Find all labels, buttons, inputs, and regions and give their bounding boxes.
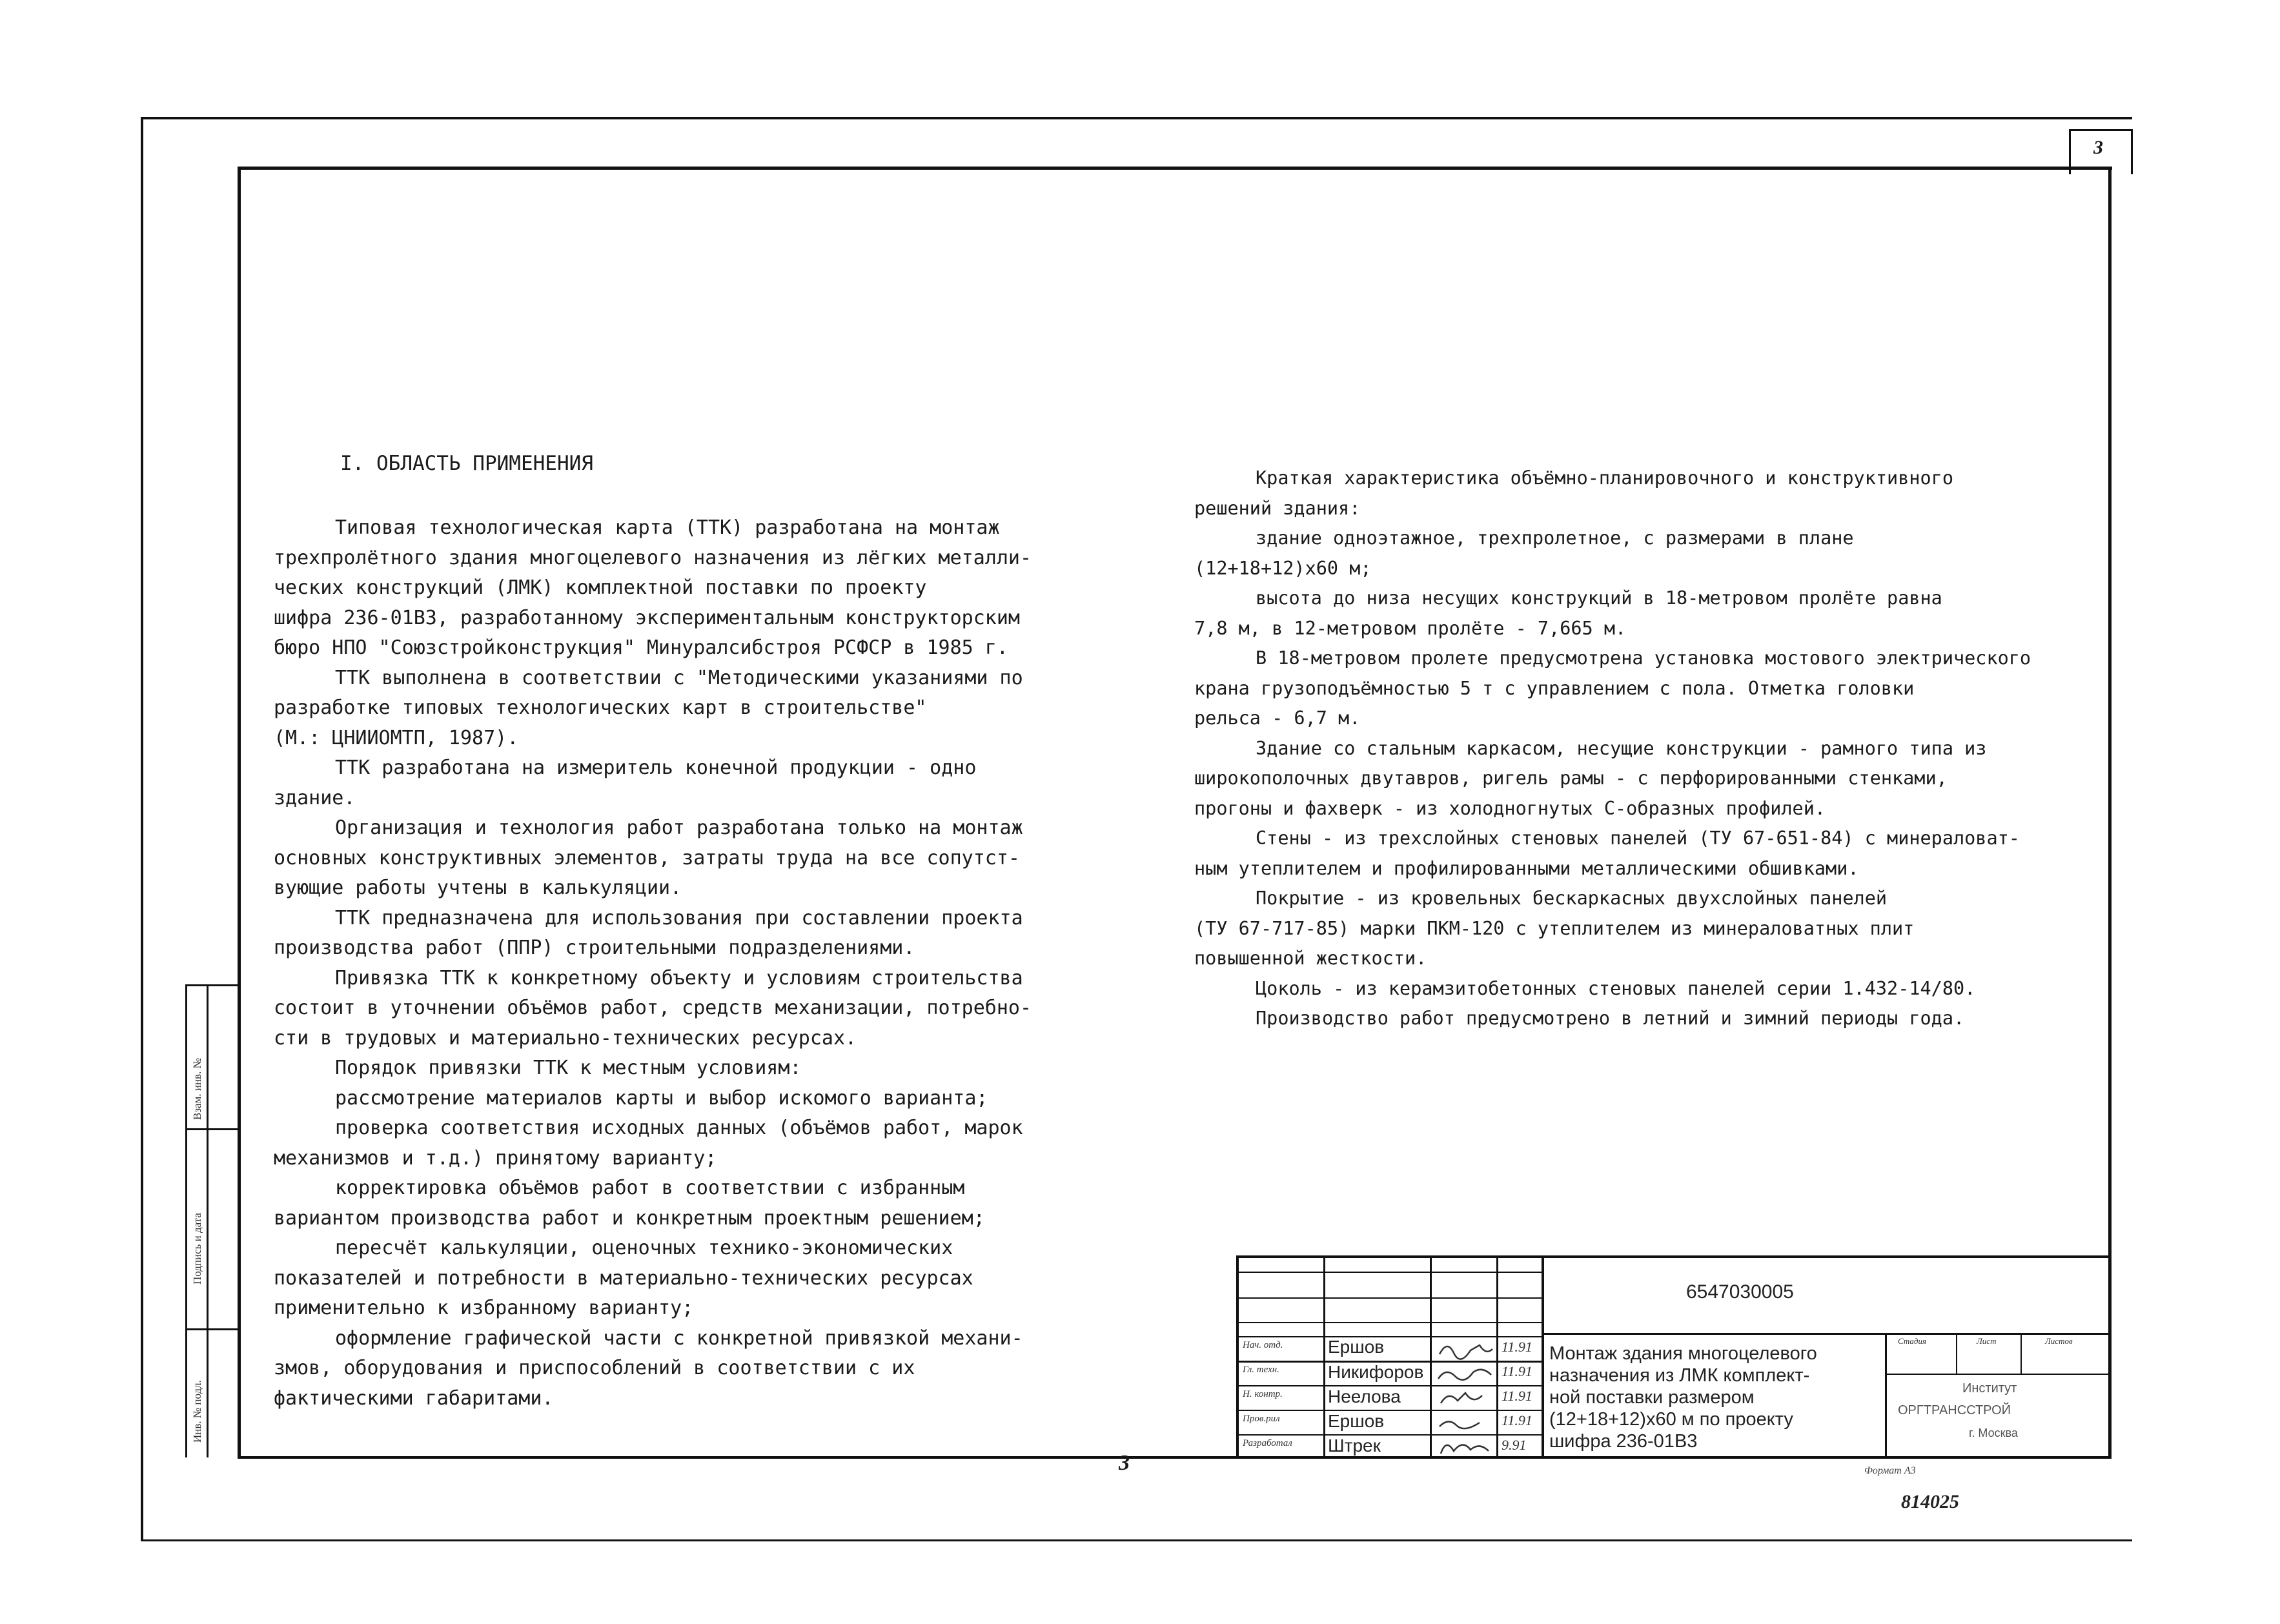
signature-5 — [1441, 1445, 1489, 1454]
left-paragraph-line: проверка соответствия исходных данных (объёмов работ, марок — [335, 1117, 1023, 1139]
tb-vline-2 — [1430, 1255, 1432, 1459]
tb-stage-v2 — [2020, 1333, 2022, 1374]
left-paragraph-line: сти в трудовых и материально-технических ресурсах. — [274, 1026, 857, 1050]
corner-box-right — [2131, 129, 2133, 174]
tb-hline-1 — [1236, 1272, 1543, 1273]
tb-org-line-1: Институт — [1962, 1381, 2017, 1396]
left-paragraph-line: применительно к избранному варианту; — [274, 1297, 694, 1319]
tb-title-line: шифра 236-01В3 — [1549, 1431, 1698, 1452]
tb-role-norm-control: Н. контр. — [1243, 1389, 1283, 1399]
corner-box-top — [2069, 129, 2132, 131]
left-paragraph-line: механизмов и т.д.) принятому варианту; — [274, 1146, 717, 1170]
left-paragraph-line: пересчёт калькуляции, оценочных технико-экономических — [335, 1237, 953, 1259]
tb-hline-7 — [1236, 1410, 1543, 1411]
right-paragraph-line: Здание со стальным каркасом, несущие конструкции - рамного типа из — [1256, 737, 1987, 759]
tb-role-chief-tech: Гл. техн. — [1243, 1365, 1279, 1375]
page-number-bottom: 3 — [1119, 1451, 1130, 1475]
tb-date-3: 11.91 — [1501, 1388, 1532, 1404]
left-paragraph-line: корректировка объёмов работ в соответствии с избранным — [335, 1177, 965, 1199]
left-paragraph-line: бюро НПО "Союзстройконструкция" Минуралсибстроя РСФСР в 1985 г. — [274, 636, 1008, 659]
tb-role-dept-head: Нач. отд. — [1243, 1340, 1283, 1350]
tb-org-left — [1885, 1333, 1887, 1459]
stamp-label-original-inv: Инв. № подл. — [191, 1380, 203, 1443]
format-label: Формат А3 — [1864, 1465, 1916, 1476]
tb-top — [1236, 1255, 2109, 1258]
tb-stage-bottom — [1885, 1374, 2109, 1375]
tb-role-checked: Пров.рил — [1243, 1414, 1280, 1424]
tb-date-5: 9.91 — [1501, 1437, 1527, 1453]
left-paragraph-line: вариантом производства работ и конкретным проектным решением; — [274, 1206, 985, 1230]
right-paragraph-line: В 18-метровом пролете предусмотрена установка мостового электрического — [1256, 647, 2031, 669]
tb-org-line-3: г. Москва — [1969, 1426, 2018, 1439]
tb-hline-8 — [1236, 1434, 1543, 1436]
stamp-col-line-2 — [207, 984, 209, 1457]
inner-frame-right — [2108, 167, 2112, 1459]
sheet-number-corner: 3 — [2093, 137, 2103, 158]
left-paragraph-line: фактическими габаритами. — [274, 1386, 554, 1410]
right-paragraph-line: (12+18+12)х60 м; — [1194, 557, 1372, 579]
right-paragraph-line: Краткая характеристика объёмно-планировочного и конструктивного — [1256, 467, 1953, 489]
right-paragraph-line: крана грузоподъёмностью 5 т с управлением с пола. Отметка головки — [1194, 677, 1915, 699]
left-paragraph-line: змов, оборудования и приспособлений в соответствии с их — [274, 1357, 915, 1379]
left-paragraph-line: Организация и технология работ разработана только на монтаж — [335, 817, 1023, 839]
tb-title-line: Монтаж здания многоцелевого — [1549, 1343, 1817, 1364]
tb-date-4: 11.91 — [1501, 1412, 1532, 1428]
archive-number: 814025 — [1901, 1491, 1959, 1512]
inner-frame-left — [238, 167, 241, 1459]
left-paragraph-line: рассмотрение материалов карты и выбор искомого варианта; — [335, 1086, 988, 1110]
tb-date-1: 11.91 — [1501, 1339, 1532, 1355]
tb-hline-3 — [1236, 1322, 1543, 1323]
stamp-row-line-1 — [185, 1128, 238, 1130]
stamp-row-line-2 — [185, 1328, 238, 1330]
right-text-column — [1194, 463, 2104, 1034]
tb-title-line: ной поставки размером — [1549, 1387, 1755, 1408]
left-paragraph-line: вующие работы учтены в калькуляции. — [274, 877, 682, 899]
right-paragraph-line: здание одноэтажное, трехпролетное, с размерами в плане — [1256, 527, 1854, 549]
tb-vline-3 — [1496, 1255, 1498, 1459]
left-paragraph-line: Порядок привязки ТТК к местным условиям: — [335, 1057, 802, 1079]
right-paragraph-line: (ТУ 67-717-85) марки ПКМ-120 с утеплителем из минераловатных плит — [1194, 917, 1915, 939]
tb-name-4: Ершов — [1328, 1411, 1385, 1431]
left-paragraph-line: шифра 236-01В3, разработанному экспериментальным конструкторским — [274, 606, 1020, 629]
tb-sheets-header: Листов — [2045, 1336, 2073, 1346]
signature-3 — [1441, 1393, 1482, 1403]
left-text-column — [274, 513, 1113, 1414]
right-paragraph-line: ным утеплителем и профилированными металлическими обшивками. — [1194, 857, 1859, 879]
stamp-label-replace-inv: Взам. инв. № — [191, 1058, 203, 1120]
tb-vline-1 — [1323, 1255, 1325, 1459]
tb-stage-header: Стадия — [1898, 1336, 1927, 1346]
tb-hline-4 — [1236, 1336, 1543, 1337]
section-heading: I. ОБЛАСТЬ ПРИМЕНЕНИЯ — [340, 452, 593, 475]
right-paragraph-line: широкополочных двутавров, ригель рамы - с перфорированными стенками, — [1194, 767, 1948, 789]
right-paragraph-line: 7,8 м, в 12-метровом пролёте - 7,665 м. — [1194, 617, 1627, 639]
left-paragraph-line: показателей и потребности в материально-технических ресурсах — [274, 1266, 973, 1290]
left-paragraph-line: основных конструктивных элементов, затраты труда на все сопутст- — [274, 846, 1020, 869]
tb-left — [1236, 1255, 1239, 1459]
tb-hline-2 — [1236, 1297, 1543, 1299]
tb-title-line: назначения из ЛМК комплект- — [1549, 1365, 1810, 1386]
left-paragraph-line: производства работ (ППР) строительными подразделениями. — [274, 937, 915, 959]
right-paragraph-line: повышенной жесткости. — [1194, 948, 1427, 969]
right-paragraph-line: прогоны и фахверк - из холодногнутых С-образных профилей. — [1194, 797, 1826, 819]
corner-box-left — [2069, 129, 2071, 174]
left-paragraph-line: состоит в уточнении объёмов работ, средств механизации, потребно- — [274, 997, 1032, 1019]
right-paragraph-line: рельса - 6,7 м. — [1194, 707, 1361, 729]
signature-1 — [1440, 1345, 1492, 1359]
left-paragraph-line: здание. — [274, 786, 356, 809]
tb-date-2: 11.91 — [1501, 1363, 1532, 1379]
left-paragraph-line: ТТК разработана на измеритель конечной продукции - одно — [335, 756, 977, 779]
tb-name-3: Неелова — [1328, 1386, 1401, 1406]
tb-title-line: (12+18+12)х60 м по проекту — [1549, 1409, 1793, 1430]
signature-4 — [1440, 1421, 1480, 1428]
tb-role-developed: Разработал — [1243, 1438, 1292, 1448]
left-paragraph-line: оформление графической части с конкретной привязкой механи- — [335, 1326, 1023, 1350]
left-paragraph-line: Типовая технологическая карта (ТТК) разработана на монтаж — [335, 516, 1000, 539]
tb-name-1: Ершов — [1328, 1337, 1385, 1357]
inner-frame-bottom — [238, 1456, 2112, 1459]
tb-vline-4 — [1542, 1255, 1544, 1459]
right-paragraph-line: Покрытие - из кровельных бескаркасных двухслойных панелей — [1256, 888, 1888, 909]
right-paragraph-line: решений здания: — [1194, 497, 1361, 519]
tb-stage-v1 — [1956, 1333, 1957, 1374]
left-paragraph-line: (М.: ЦНИИОМТП, 1987). — [274, 726, 519, 749]
tb-code-bottom — [1543, 1333, 2109, 1335]
left-paragraph-line: ТТК предназначена для использования при составлении проекта — [335, 906, 1023, 929]
stamp-col-line-1 — [185, 984, 187, 1457]
tb-org-line-2: ОРГТРАНССТРОЙ — [1898, 1403, 2011, 1417]
right-paragraph-line: Производство работ предусмотрено в летний и зимний периоды года. — [1256, 1008, 1965, 1029]
tb-signatures — [1434, 1336, 1496, 1459]
left-paragraph-line: разработке типовых технологических карт в строительстве" — [274, 696, 927, 719]
right-paragraph-line: высота до низа несущих конструкций в 18-метровом пролёте равна — [1256, 587, 1942, 609]
document-code: 6547030005 — [1686, 1281, 1794, 1303]
right-paragraph-line: Стены - из трехслойных стеновых панелей (ТУ 67-651-84) с минераловат- — [1256, 827, 2020, 849]
stamp-label-signature-date: Подпись и дата — [191, 1213, 203, 1284]
outer-frame-bottom — [142, 1539, 2132, 1541]
left-paragraph-line: трехпролётного здания многоцелевого назначения из лёгких металли- — [274, 546, 1032, 569]
outer-frame-top — [142, 117, 2132, 119]
left-paragraph-line: ТТК выполнена в соответствии с "Методическими указаниями по — [335, 666, 1023, 689]
right-paragraph-line: Цоколь - из керамзитобетонных стеновых панелей серии 1.432-14/80. — [1256, 977, 1976, 999]
signature-2 — [1438, 1370, 1491, 1380]
inner-frame-top — [240, 167, 2112, 170]
left-paragraph-line: ческих конструкций (ЛМК) комплектной поставки по проекту — [274, 576, 927, 599]
stamp-row-line-0 — [185, 984, 238, 986]
tb-name-2: Никифоров — [1328, 1362, 1424, 1382]
tb-sheet-header: Лист — [1977, 1336, 1997, 1346]
outer-frame-left — [141, 117, 143, 1541]
left-paragraph-line: Привязка ТТК к конкретному объекту и условиям строительства — [335, 966, 1023, 990]
tb-name-5: Штрек — [1328, 1436, 1381, 1456]
tb-title — [1549, 1343, 1817, 1452]
